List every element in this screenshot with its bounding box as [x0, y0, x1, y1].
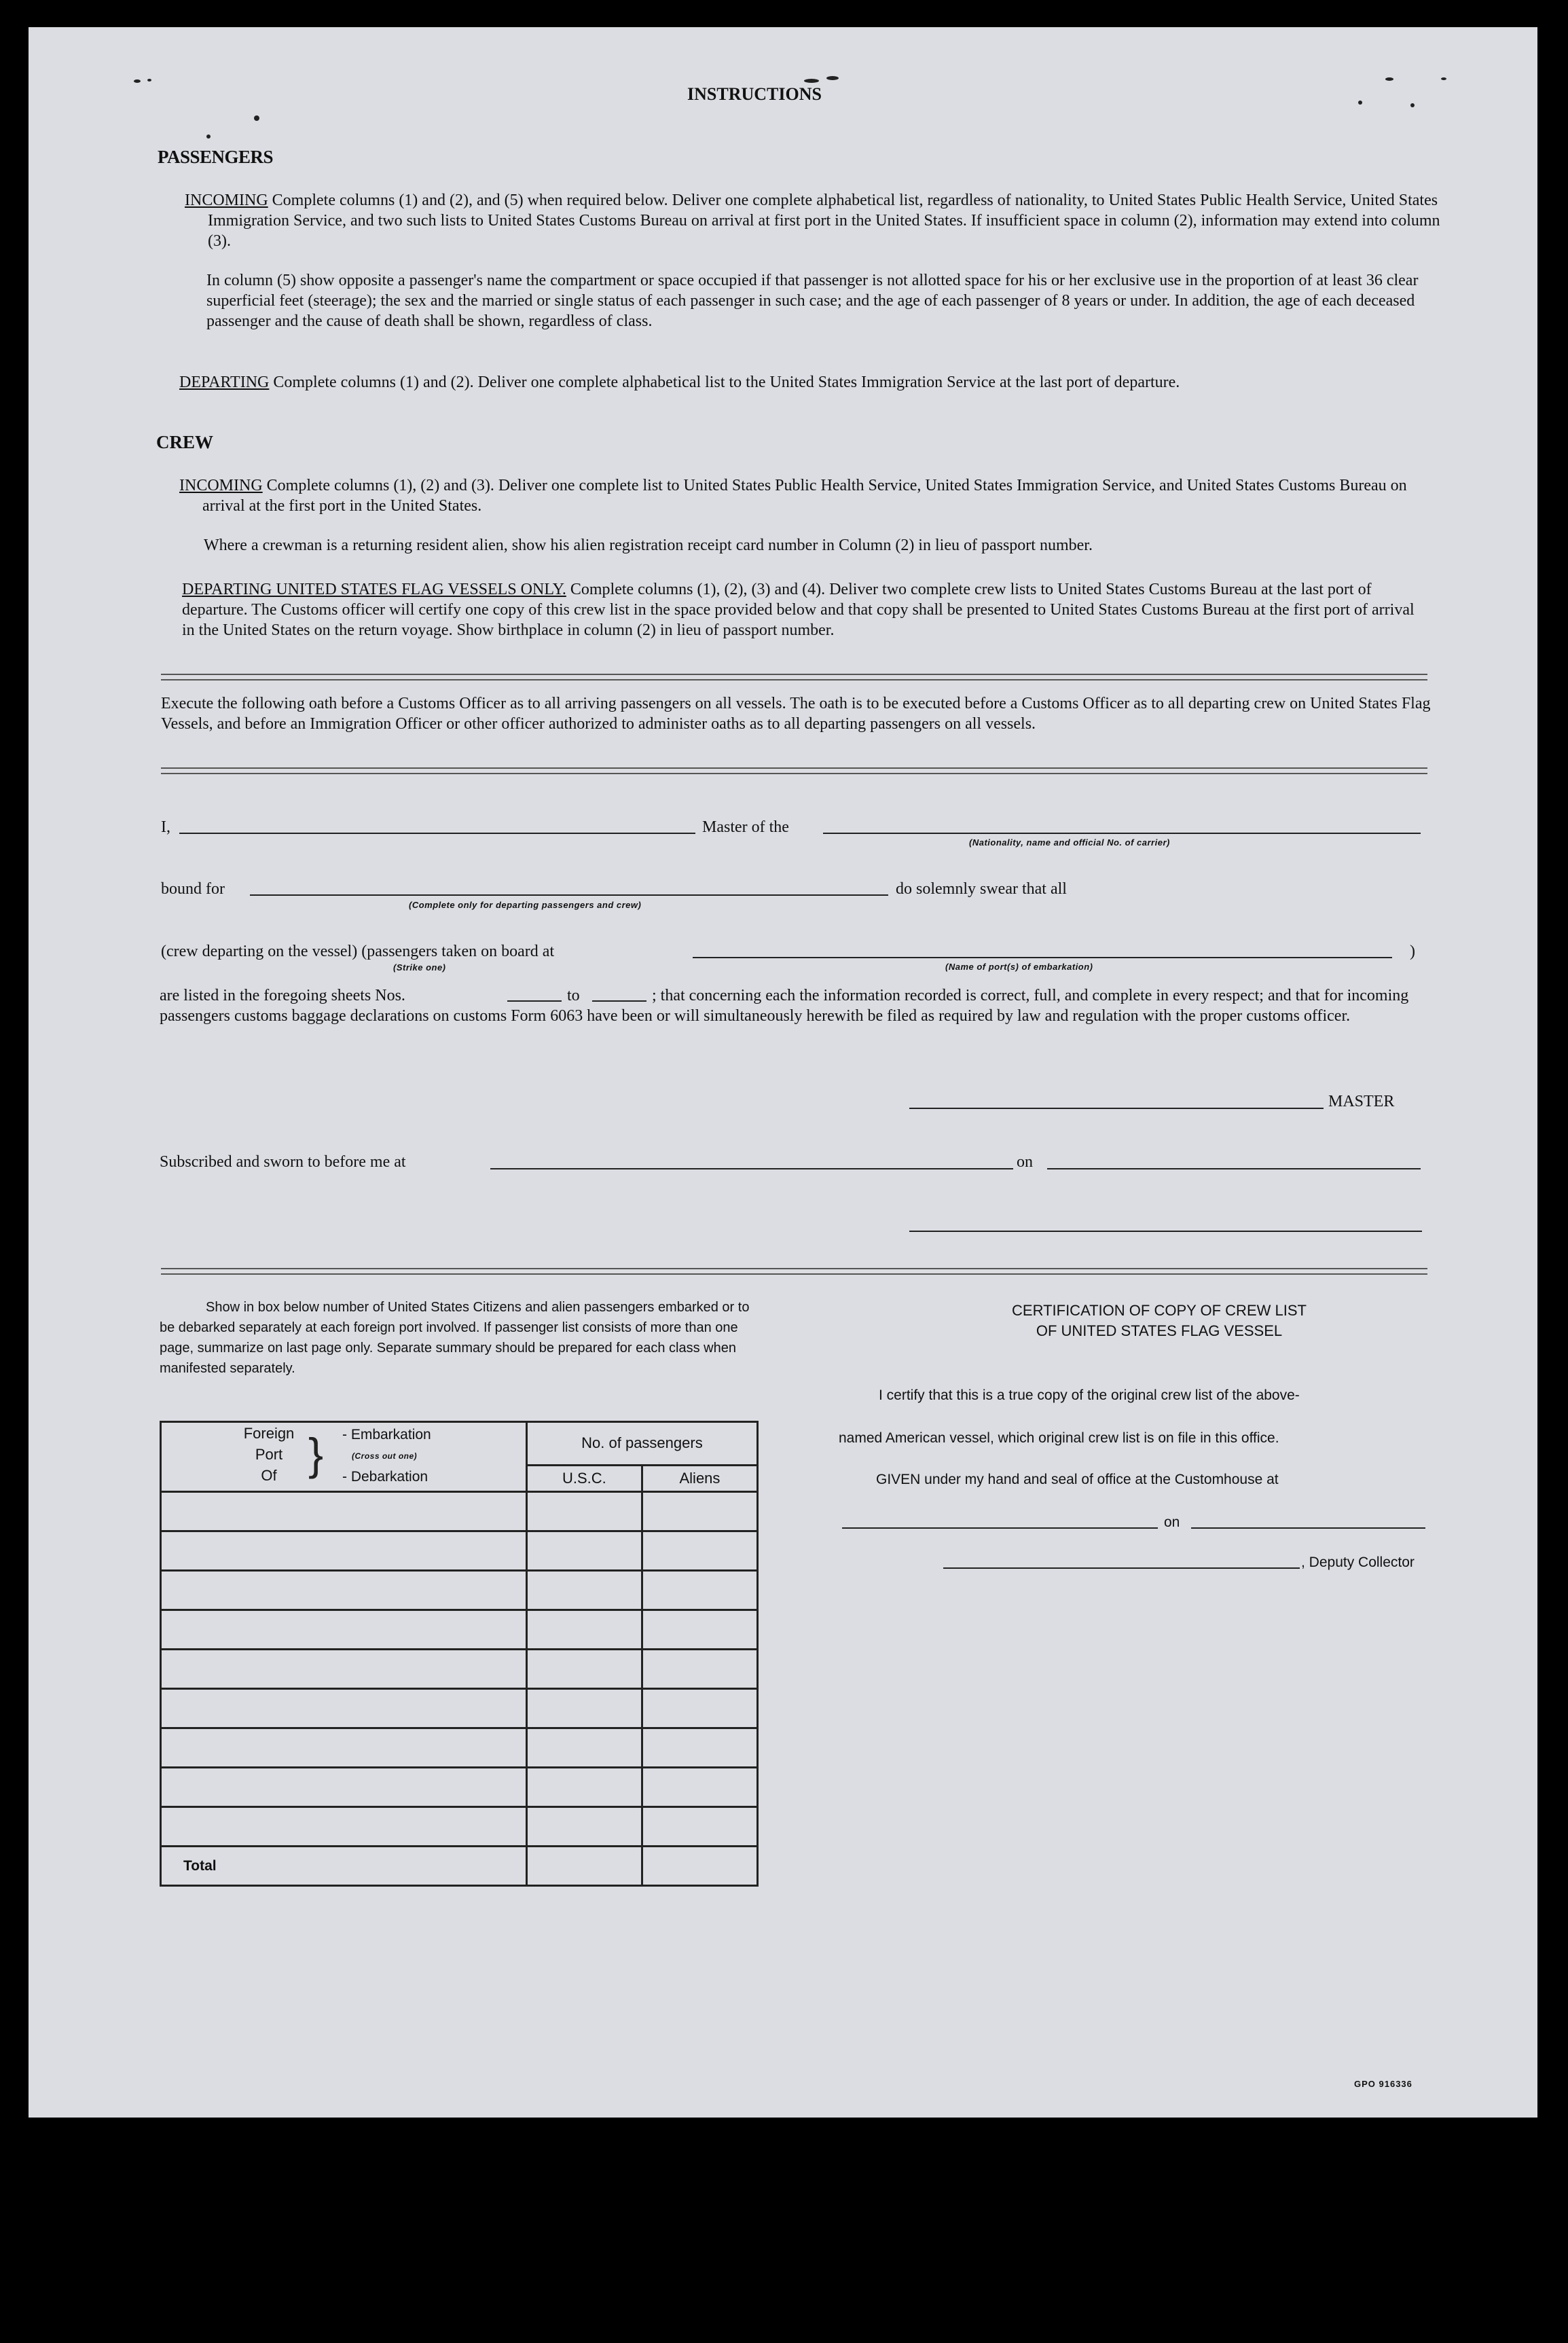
- certification-title-line2: OF UNITED STATES FLAG VESSEL: [1036, 1322, 1283, 1339]
- passengers-header-cell: No. of passengers: [526, 1422, 757, 1466]
- speck: [1385, 77, 1393, 81]
- port-cell[interactable]: [161, 1728, 527, 1768]
- master-label: MASTER: [1328, 1093, 1395, 1110]
- speck: [254, 115, 259, 121]
- usc-cell[interactable]: [526, 1807, 642, 1847]
- aliens-cell[interactable]: [642, 1728, 757, 1768]
- port-cell[interactable]: [161, 1571, 527, 1610]
- port-cell[interactable]: [161, 1807, 527, 1847]
- master-signature-field[interactable]: [909, 1108, 1324, 1109]
- crew-departing-text: Complete columns (1), (2), (3) and (4). Deliver two complete crew lists to United States Customs Bureau at the last port of departure. The Customs officer will certify one copy of this crew list in the space provided below and that copy shall be presented to United States Customs Bureau at the first port of arrival in the United States on the return voyage. Show birthplace in column (2) in lieu of passport number.: [182, 581, 1415, 639]
- certification-line3: GIVEN under my hand and seal of office at the Customhouse at: [876, 1472, 1279, 1487]
- oath-solemnly: do solemnly swear that all: [896, 880, 1067, 898]
- usc-cell[interactable]: [526, 1689, 642, 1728]
- page-title: INSTRUCTIONS: [687, 84, 822, 104]
- oath-crew-departing: (crew departing on the vessel) (passengers taken on board at: [161, 943, 555, 960]
- speck: [206, 134, 211, 139]
- port-embarkation-field[interactable]: [693, 957, 1392, 958]
- usc-cell[interactable]: [526, 1571, 642, 1610]
- aliens-cell[interactable]: [642, 1650, 757, 1689]
- crew-incoming-label: INCOMING: [179, 477, 263, 494]
- total-label: Total: [161, 1847, 527, 1886]
- passengers-departing: [179, 372, 1451, 393]
- table-row: [161, 1650, 758, 1689]
- footer-code: GPO 916336: [1354, 2079, 1412, 2089]
- of-label: Of: [261, 1467, 277, 1484]
- aliens-cell[interactable]: [642, 1531, 757, 1571]
- officer-signature-field[interactable]: [909, 1231, 1422, 1232]
- summary-instructions: Show in box below number of United States Citizens and alien passengers embarked or to be debarked separately at each foreign port involved. If passenger list consists of more than one page, summarize on last page only. Separate summary should be prepared for each class when manifested separately.: [160, 1300, 750, 1376]
- oath-master-of: Master of the: [702, 818, 789, 836]
- port-cell[interactable]: [161, 1531, 527, 1571]
- passengers-departing-label: DEPARTING: [179, 374, 270, 391]
- oath-on: on: [1017, 1153, 1033, 1171]
- oath-listed-b: ; that concerning each the information recorded is correct, full, and complete in every respect; and that for incoming passengers customs baggage declarations on customs Form 6063 have been or will simultaneously herewith be filed as required by law and regulation with the proper customs officer.: [160, 987, 1409, 1025]
- table-row: [161, 1807, 758, 1847]
- table-header-row: [161, 1422, 758, 1466]
- aliens-cell[interactable]: [642, 1610, 757, 1650]
- port-label: Port: [255, 1446, 283, 1463]
- certification-line2: named American vessel, which original crew list is on file in this office.: [839, 1430, 1279, 1446]
- crew-departing-label: DEPARTING UNITED STATES FLAG VESSELS ONLY.: [182, 581, 566, 598]
- table-row: [161, 1768, 758, 1807]
- crew-incoming-text: Complete columns (1), (2) and (3). Deliver one complete list to United States Public Health Service, United States Immigration Service, and United States Customs Bureau on arrival at the first port in the United States.: [202, 477, 1407, 515]
- divider: [161, 1268, 1427, 1275]
- deputy-collector-label: , Deputy Collector: [1301, 1555, 1415, 1570]
- bound-for-field[interactable]: [250, 894, 888, 896]
- oath-i-label: I,: [161, 818, 170, 836]
- passenger-summary-table: [160, 1421, 759, 1887]
- total-row: [161, 1847, 758, 1886]
- usc-cell[interactable]: [526, 1531, 642, 1571]
- oath-subscribed: Subscribed and sworn to before me at: [160, 1153, 406, 1171]
- usc-cell[interactable]: [526, 1768, 642, 1807]
- usc-header-cell: U.S.C.: [526, 1465, 642, 1491]
- speck: [1358, 101, 1362, 105]
- port-header-cell: [161, 1422, 527, 1492]
- speck: [1410, 103, 1415, 107]
- aliens-total-cell[interactable]: [642, 1847, 757, 1886]
- speck: [826, 76, 839, 80]
- passengers-departing-text: Complete columns (1) and (2). Deliver one complete alphabetical list to the United States Immigration Service at the last port of departure.: [273, 374, 1180, 391]
- strike-one-note: (Strike one): [393, 962, 446, 973]
- cross-out-note: (Cross out one): [352, 1451, 418, 1461]
- speck: [1441, 77, 1446, 80]
- port-cell[interactable]: [161, 1650, 527, 1689]
- certification-title-line1: CERTIFICATION OF COPY OF CREW LIST: [1012, 1302, 1307, 1319]
- passengers-incoming-label: INCOMING: [185, 192, 268, 209]
- certification-on: on: [1164, 1514, 1180, 1530]
- oath-listed-to: to: [567, 987, 580, 1004]
- usc-total-cell[interactable]: [526, 1847, 642, 1886]
- crew-incoming: [179, 475, 1451, 516]
- port-header-labels: [242, 1423, 296, 1486]
- aliens-cell[interactable]: [642, 1807, 757, 1847]
- form-page: [29, 27, 1537, 2118]
- embarkation-label: - Embarkation: [342, 1427, 431, 1442]
- table-row: [161, 1610, 758, 1650]
- port-cell[interactable]: [161, 1689, 527, 1728]
- passengers-heading: PASSENGERS: [158, 147, 274, 167]
- port-cell[interactable]: [161, 1610, 527, 1650]
- subscribed-date-field[interactable]: [1047, 1168, 1421, 1169]
- certification-date-field[interactable]: [1191, 1527, 1425, 1529]
- aliens-header-cell: Aliens: [642, 1465, 757, 1491]
- aliens-cell[interactable]: [642, 1689, 757, 1728]
- certification-line1: I certify that this is a true copy of the original crew list of the above-: [879, 1387, 1300, 1403]
- carrier-field[interactable]: [823, 833, 1421, 834]
- passengers-incoming: [185, 190, 1451, 251]
- complete-note: (Complete only for departing passengers and crew): [409, 900, 642, 910]
- speck: [147, 79, 151, 81]
- passengers-column5-text: In column (5) show opposite a passenger's name the compartment or space occupied if that passenger is not allotted space for his or her exclusive use in the proportion of at least 36 clear superficial feet (steerage); the sex and the married or single status of each passenger in such case; and the age of each passenger of 8 years or under. In addition, the age of each deceased passenger and the cause of death shall be shown, regardless of class.: [206, 272, 1419, 330]
- table-row: [161, 1531, 758, 1571]
- deputy-signature-field[interactable]: [943, 1567, 1300, 1569]
- brace-icon: }: [308, 1429, 324, 1479]
- table-row: [161, 1689, 758, 1728]
- usc-cell[interactable]: [526, 1492, 642, 1531]
- oath-bound-for: bound for: [161, 880, 225, 898]
- passengers-incoming-text: Complete columns (1) and (2), and (5) when required below. Deliver one complete alphabetical list, regardless of nationality, to United States Public Health Service, United States Immigration Service, and two such lists to United States Customs Bureau on arrival at first port in the United States. If insufficient space in column (2), information may extend into column (3).: [208, 192, 1440, 250]
- aliens-cell[interactable]: [642, 1768, 757, 1807]
- crew-departing: [182, 579, 1422, 640]
- usc-cell[interactable]: [526, 1650, 642, 1689]
- port-note: (Name of port(s) of embarkation): [945, 962, 1093, 972]
- port-cell[interactable]: [161, 1492, 527, 1531]
- aliens-cell[interactable]: [642, 1492, 757, 1531]
- debarkation-label: - Debarkation: [342, 1469, 429, 1485]
- aliens-cell[interactable]: [642, 1571, 757, 1610]
- subscribed-place-field[interactable]: [490, 1168, 1013, 1169]
- nationality-note: (Nationality, name and official No. of carrier): [969, 837, 1170, 848]
- divider: [161, 674, 1427, 680]
- oath-close-paren: ): [1410, 943, 1415, 960]
- table-row: [161, 1492, 758, 1531]
- crew-crewman-text: Where a crewman is a returning resident alien, show his alien registration receipt card number in Column (2) in lieu of passport number.: [204, 537, 1093, 554]
- foreign-label: Foreign: [243, 1425, 295, 1442]
- port-cell[interactable]: [161, 1768, 527, 1807]
- speck: [804, 79, 819, 83]
- master-name-field[interactable]: [179, 833, 695, 834]
- customhouse-field[interactable]: [842, 1527, 1158, 1529]
- speck: [134, 79, 141, 83]
- certification-title: [864, 1301, 1455, 1341]
- usc-cell[interactable]: [526, 1728, 642, 1768]
- oath-listed-a: are listed in the foregoing sheets Nos.: [160, 987, 405, 1004]
- oath-intro: Execute the following oath before a Customs Officer as to all arriving passengers on all vessels. The oath is to be executed before a Customs Officer as to all departing crew on United States Flag Vessels, and before an Immigration Officer or other officer authorized to administer oaths as to all departing passengers on all vessels.: [161, 695, 1431, 733]
- usc-cell[interactable]: [526, 1610, 642, 1650]
- table-row: [161, 1571, 758, 1610]
- divider: [161, 767, 1427, 774]
- crew-heading: CREW: [156, 432, 214, 452]
- table-row: [161, 1728, 758, 1768]
